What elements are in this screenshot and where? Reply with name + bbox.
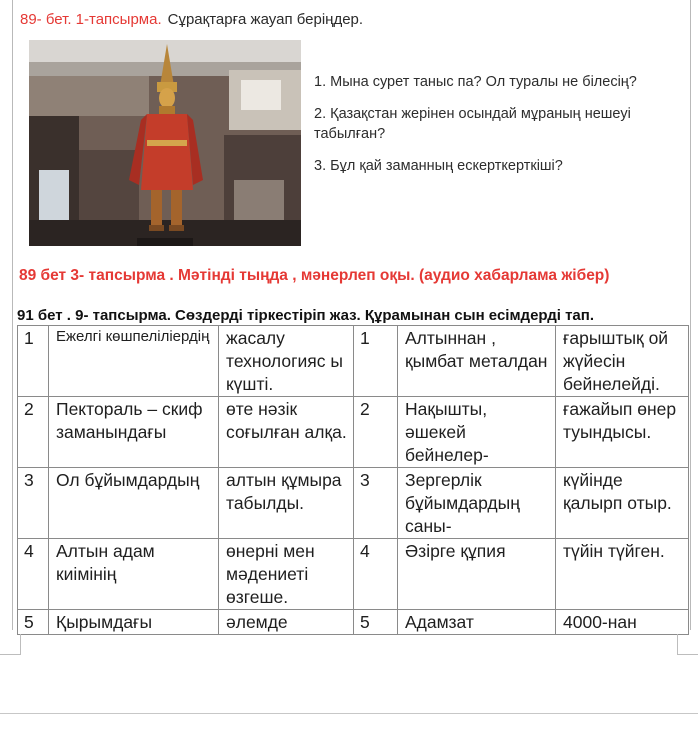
row-number: 1 <box>354 326 398 397</box>
table-cell: Ежелгі көшпеліліердің <box>49 326 219 397</box>
row-number: 5 <box>18 610 49 635</box>
row-number: 2 <box>354 397 398 468</box>
word-matching-table <box>17 325 689 635</box>
row-number: 5 <box>354 610 398 635</box>
row-number: 4 <box>354 539 398 610</box>
table-row <box>18 539 689 610</box>
table-cell: Нақышты, әшекей бейнелер- <box>398 397 556 468</box>
task3-heading: 91 бет . 9- тапсырма. Сөздерді тіркестіріп жаз. Құрамынан сын есімдерді тап. <box>17 307 594 324</box>
table-cell: 4000-нан <box>556 610 689 635</box>
table-cell: Адамзат <box>398 610 556 635</box>
table-cell: жасалу технологияс ы күшті. <box>219 326 354 397</box>
row-number: 1 <box>18 326 49 397</box>
question-3: 3. Бұл қай заманның ескерткерткіші? <box>314 158 563 174</box>
table-cell: ғажайып өнер туындысы. <box>556 397 689 468</box>
row-number: 3 <box>18 468 49 539</box>
table-cell: өте нәзік соғылған алқа. <box>219 397 354 468</box>
table-cell: әлемде <box>219 610 354 635</box>
row-number: 4 <box>18 539 49 610</box>
table-cell: өнерні мен мәдениеті өзгеше. <box>219 539 354 610</box>
question-2: 2. Қазақстан жерінен осындай мұраның нешеуі табылған? <box>314 106 631 142</box>
table-cell: Қырымдағы <box>49 610 219 635</box>
task2-heading: 89 бет 3- тапсырма . Мәтінді тыңда , мәнерлеп оқы. (аудио хабарлама жібер) <box>19 267 610 284</box>
page-frame-right <box>690 0 691 630</box>
golden-man-photo <box>29 40 301 246</box>
page-frame-left <box>12 0 13 630</box>
table-cell: алтын құмыра табылды. <box>219 468 354 539</box>
row-number: 3 <box>354 468 398 539</box>
table-row <box>18 468 689 539</box>
table-cell: Зергерлік бұйымдардың саны- <box>398 468 556 539</box>
table-cell: Әзірге құпия <box>398 539 556 610</box>
table-cell: Пектораль – скиф заманындағы <box>49 397 219 468</box>
questions-list <box>314 72 684 188</box>
table-cell: ғарыштық ой жүйесін бейнелейді. <box>556 326 689 397</box>
page-divider <box>0 713 698 714</box>
table-row <box>18 397 689 468</box>
crop-corner-left <box>0 634 21 655</box>
question-1: 1. Мына сурет таныс па? Ол туралы не білесің? <box>314 74 637 90</box>
row-number: 2 <box>18 397 49 468</box>
table-row <box>18 326 689 397</box>
task1-page-ref: 89- бет. 1-тапсырма. <box>20 11 162 28</box>
table-cell: күйінде қалырп отыр. <box>556 468 689 539</box>
table-cell: Ол бұйымдардың <box>49 468 219 539</box>
table-row <box>18 610 689 635</box>
crop-corner-right <box>677 634 698 655</box>
task1-heading <box>20 11 363 28</box>
table-cell: түйін түйген. <box>556 539 689 610</box>
table-cell: Алтын адам киімінің <box>49 539 219 610</box>
task1-instruction: Сұрақтарға жауап беріңдер. <box>167 11 364 28</box>
table-cell: Алтыннан , қымбат металдан <box>398 326 556 397</box>
